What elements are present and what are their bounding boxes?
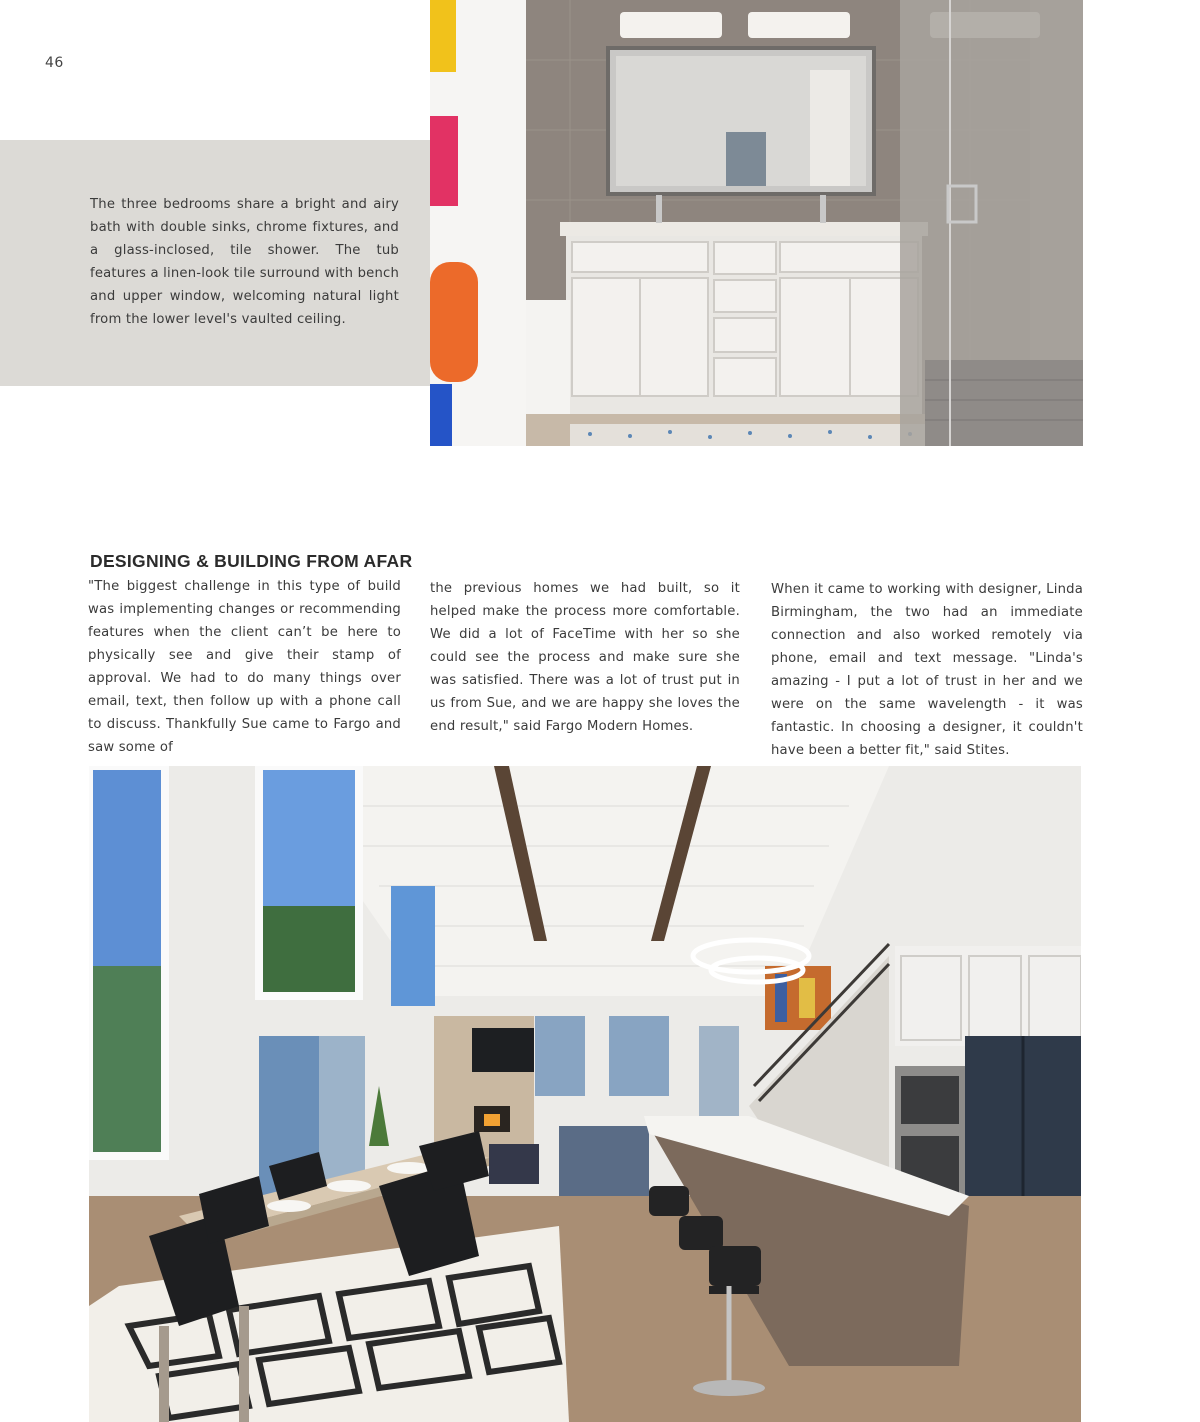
article-column-1: "The biggest challenge in this type of build was implementing changes or recommending features when the client can’t be here to physically see and give their stamp of approval. We had to do many things over email, text, then follow up with a phone call to discuss. Thankfully Sue came to Fargo and saw some of bbox=[88, 579, 401, 755]
article-column-2: the previous homes we had built, so it helped make the process more comfortable. We did a lot of FaceTime with her so she could see the process and make sure she was satisfied. There was a lot of trust put in us from Sue, and we are happy she loves the end result," said Fargo Modern Homes. bbox=[430, 581, 740, 734]
photo-caption: The three bedrooms share a bright and airy bath with double sinks, chrome fixtures, and a glass-inclosed, tile shower. The tub features a linen-look tile surround with bench and upper window, welcoming natural light from the lower level's vaulted ceiling. bbox=[90, 197, 400, 327]
section-heading: DESIGNING & BUILDING FROM AFAR bbox=[90, 551, 413, 571]
page-number: 46 bbox=[45, 55, 64, 71]
article-column-3: When it came to working with designer, Linda Birmingham, the two had an immediate connection and also worked remotely via phone, email and text message. "Linda's amazing - I put a lot of trust in her and we were on the same wavelength - it was fantastic. In choosing a designer, it couldn't have been a better fit," said Stites. bbox=[771, 582, 1083, 758]
bathroom-photo bbox=[430, 0, 1083, 446]
great-room-photo bbox=[89, 766, 1081, 1422]
